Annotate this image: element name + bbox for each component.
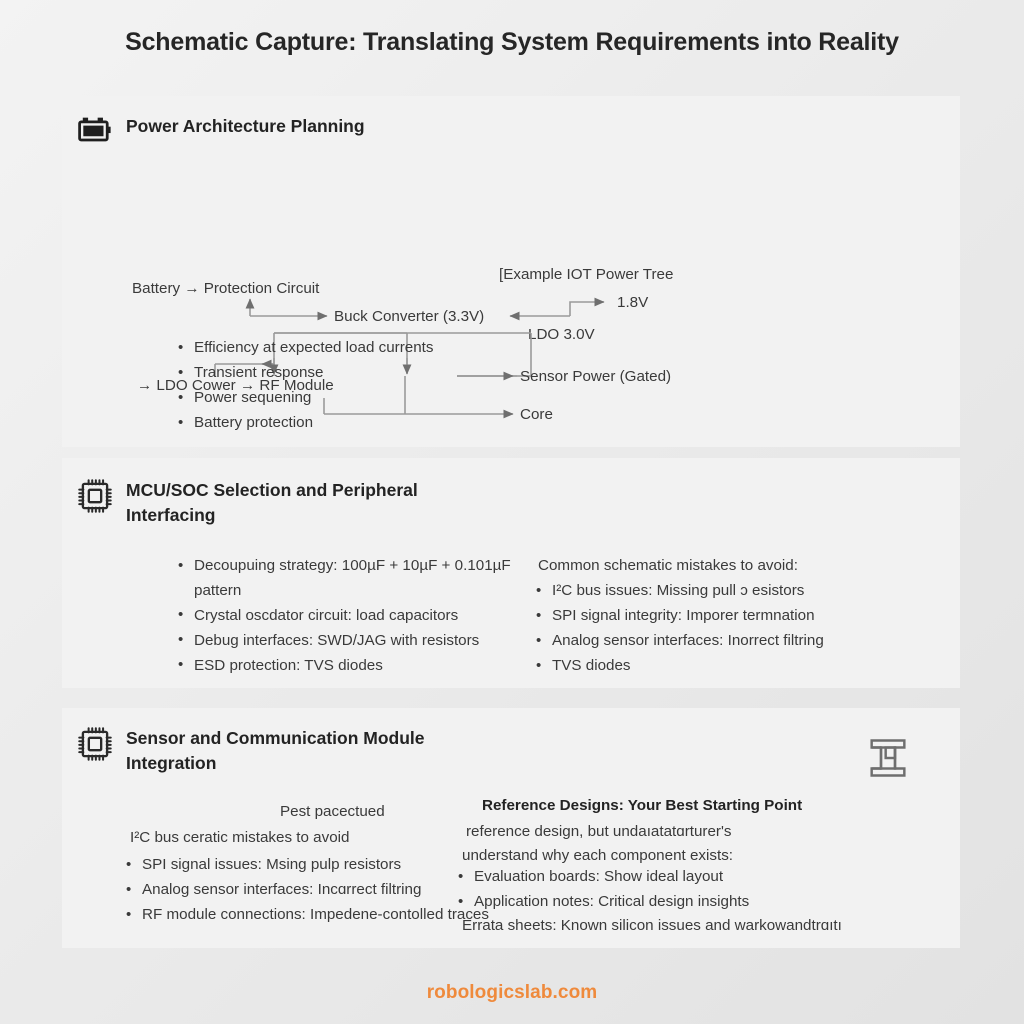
list-item: • Power sequening xyxy=(172,386,433,411)
list-item: • I²C bus issues: Missing pull ɔ esistors xyxy=(530,579,930,604)
list-item: • Application notes: Critical design insights xyxy=(452,890,922,915)
mcu-right-bullet-list xyxy=(530,579,930,679)
battery-icon xyxy=(78,115,112,149)
list-item: • Battery protection xyxy=(172,411,433,436)
mcu-right-heading: Common schematic mistakes to avoid: xyxy=(538,557,798,574)
sensor-right-line1: reference design, but undaıatatɑrturer's xyxy=(466,823,732,840)
card-power-title: Power Architecture Planning xyxy=(126,116,365,136)
list-item: • RF module connections: Impedene-contolled traces xyxy=(120,903,600,928)
diagram-node-ldo-rf: → LDO Cower → RF Module xyxy=(137,377,334,394)
card-mcu-soc xyxy=(62,458,960,688)
card-sensor-integration xyxy=(62,708,960,948)
list-item: • ESD protection: TVS diodes xyxy=(172,654,542,679)
footer-watermark: robologicslab.com xyxy=(426,982,598,1003)
diagram-node-battery: Battery → Protection Circuit xyxy=(132,280,320,297)
list-item: • Crystal oscdator circuit: load capacitors xyxy=(172,604,542,629)
sensor-right-line2: understand why each component exists: xyxy=(462,847,734,864)
card-sensor-title: Sensor and Communication Module Integration xyxy=(126,728,425,773)
diagram-node-18v: 1.8V xyxy=(617,294,649,311)
list-item: • Decoupuing strategy: 100µF + 10µF + 0.101µF pattern xyxy=(172,554,542,603)
card-sensor-header xyxy=(78,726,486,776)
blueprint-icon xyxy=(860,730,916,786)
card-mcu-header xyxy=(78,478,486,528)
list-item: • Debug interfaces: SWD/JAG with resistors xyxy=(172,629,542,654)
list-item: • Transient response xyxy=(172,361,433,386)
page-title: Schematic Capture: Translating System Requirements into Reality xyxy=(125,28,899,56)
card-power-header xyxy=(78,114,365,149)
list-item: • Analog sensor interfaces: Inorrect filtring xyxy=(530,629,930,654)
list-item: • Analog sensor interfaces: Incɑrrect filtring xyxy=(120,878,600,903)
card-power-architecture xyxy=(62,96,960,447)
chip-icon xyxy=(78,479,112,513)
power-bullet-list xyxy=(172,336,433,436)
list-item: • TVS diodes xyxy=(530,654,930,679)
diagram-node-core: Core xyxy=(520,406,553,423)
chip-icon xyxy=(78,727,112,761)
sensor-right-trailing: Errata sheets: Known silicon issues and warkowandtrɑıtı xyxy=(462,917,842,934)
list-item: • SPI signal issues: Msing pulp resistors xyxy=(120,853,600,878)
diagram-node-buck: Buck Converter (3.3V) xyxy=(334,308,485,325)
sensor-right-bullet-list xyxy=(452,865,922,915)
diagram-node-ldo30: LDO 3.0V xyxy=(528,326,595,343)
sensor-right-heading: Reference Designs: Your Best Starting Point xyxy=(482,797,803,814)
mcu-left-bullet-list xyxy=(172,554,542,679)
diagram-caption: [Example IOT Power Tree xyxy=(499,266,674,283)
sensor-left-heading: Pest pacectued xyxy=(280,803,385,820)
list-item: • Evaluation boards: Show ideal layout xyxy=(452,865,922,890)
list-item: • Efficiency at expected load currents xyxy=(172,336,433,361)
diagram-node-sensor-power: Sensor Power (Gated) xyxy=(520,368,672,385)
list-item: • SPI signal integrity: Imporer termnation xyxy=(530,604,930,629)
sensor-left-subheading: I²C bus ceratic mistakes to avoid xyxy=(130,829,350,846)
card-mcu-title: MCU/SOC Selection and Peripheral Interfacing xyxy=(126,480,418,525)
